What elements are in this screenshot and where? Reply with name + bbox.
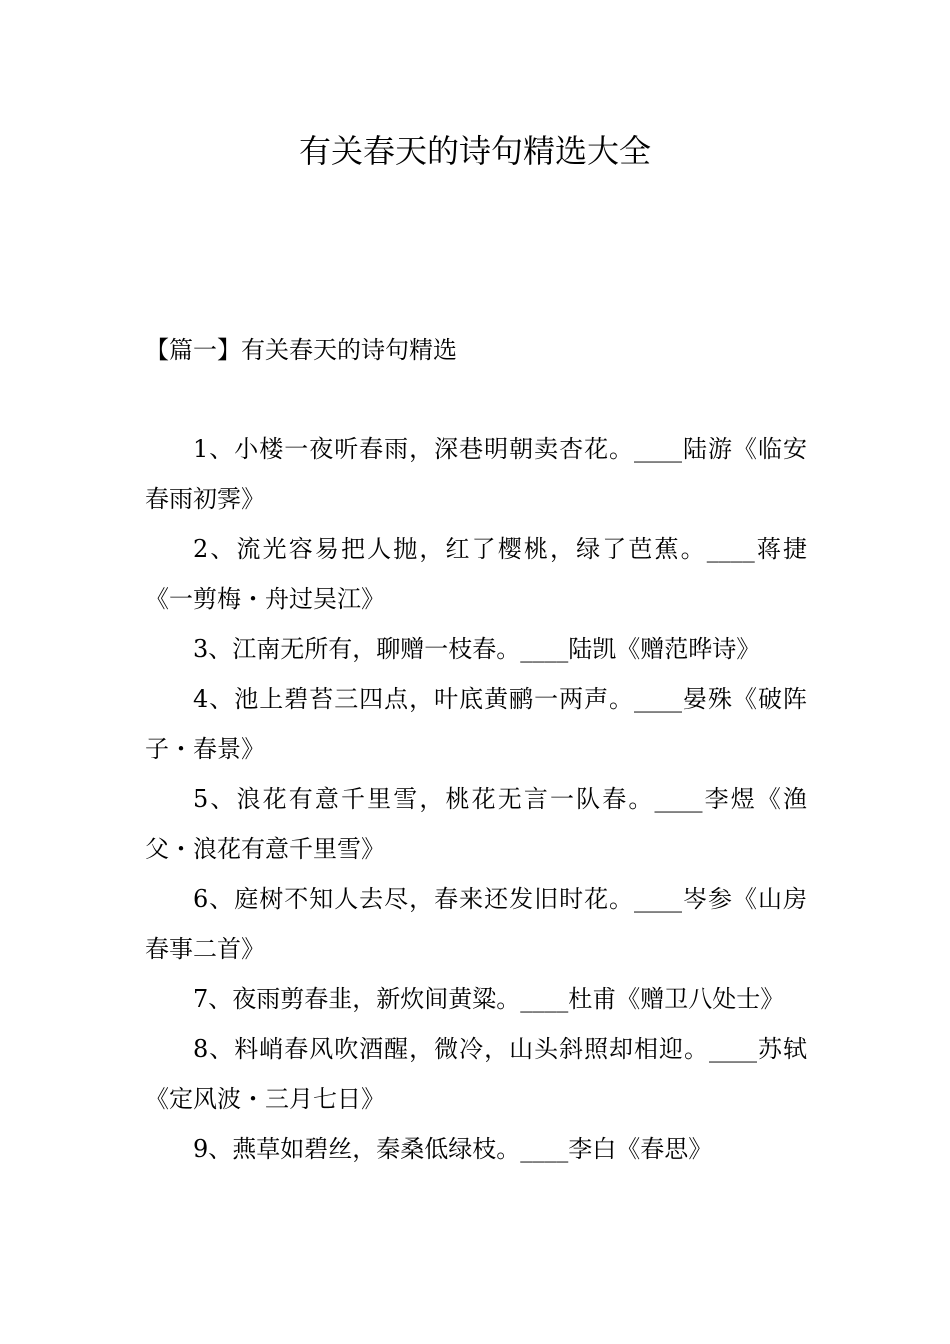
- poem-item-1: 1、小楼一夜听春雨，深巷明朝卖杏花。____陆游《临安春雨初霁》: [145, 435, 807, 513]
- poem-item-7: 7、夜雨剪春韭，新炊间黄粱。____杜甫《赠卫八处士》: [193, 985, 785, 1013]
- poem-item-3: 3、江南无所有，聊赠一枝春。____陆凯《赠范晔诗》: [193, 635, 761, 663]
- poem-item-5: 5、浪花有意千里雪，桃花无言一队春。____李煜《渔父・浪花有意千里雪》: [145, 785, 807, 863]
- poem-item-2: 2、流光容易把人抛，红了樱桃，绿了芭蕉。____蒋捷《一剪梅・舟过吴江》: [145, 535, 807, 613]
- poem-item-9: 9、燕草如碧丝，秦桑低绿枝。____李白《春思》: [193, 1135, 713, 1163]
- section-heading: 【篇一】有关春天的诗句精选: [145, 336, 457, 364]
- poem-item-6: 6、庭树不知人去尽，春来还发旧时花。____岑参《山房春事二首》: [145, 885, 807, 963]
- document-title: 有关春天的诗句精选大全: [298, 132, 651, 170]
- poem-item-4: 4、池上碧苔三四点，叶底黄鹂一两声。____晏殊《破阵子・春景》: [145, 685, 807, 763]
- poem-item-8: 8、料峭春风吹酒醒，微冷，山头斜照却相迎。____苏轼《定风波・三月七日》: [145, 1035, 807, 1113]
- poem-list: [145, 424, 807, 1174]
